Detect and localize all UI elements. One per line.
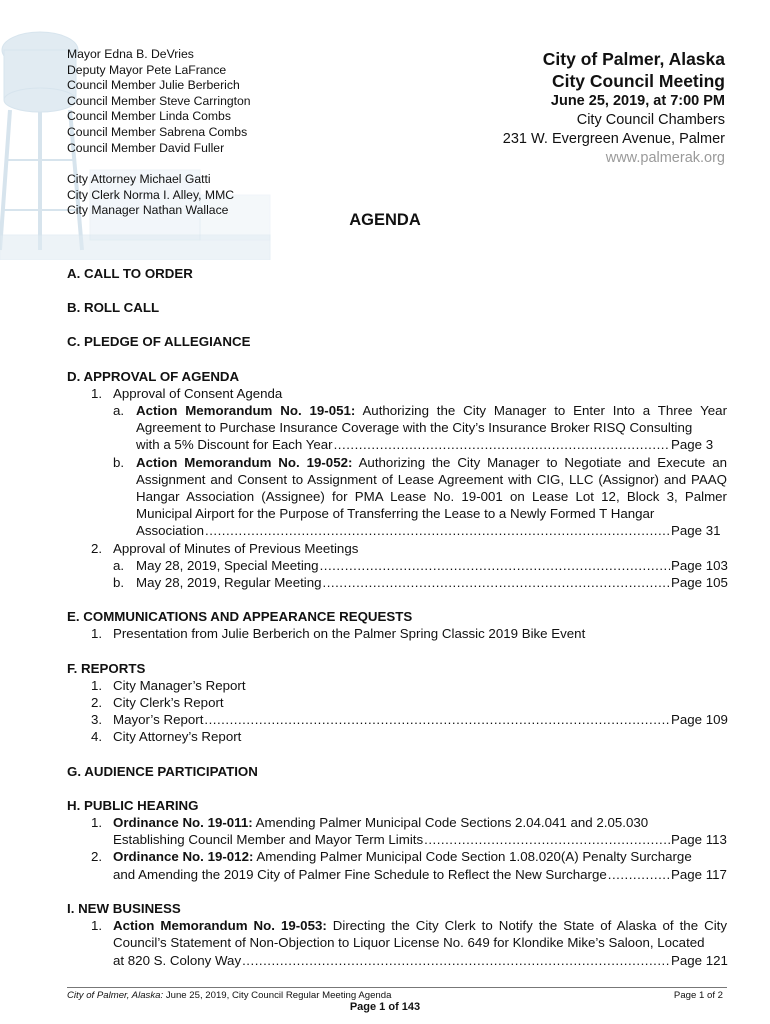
member-linda-combs: Council Member Linda Combs bbox=[67, 109, 231, 124]
website-link[interactable]: www.palmerak.org bbox=[605, 150, 725, 166]
section-pledge: C. PLEDGE OF ALLEGIANCE bbox=[67, 334, 251, 350]
member-carrington: Council Member Steve Carrington bbox=[67, 93, 251, 108]
meeting-location: City Council Chambers bbox=[576, 112, 725, 128]
list-item: 4. City Attorney’s Report bbox=[91, 729, 242, 745]
page-ref: Page 3 bbox=[671, 437, 714, 453]
list-item: b. Action Memorandum No. 19-052: Authorizing the City Manager to Negotiate and Execute an Assignment and Consent to Assignment of Lease Agreement with CIG, LLC (Assignor) and PAAQ Hangar Association (Assignee) for PMA Lease No. 19-001 on Lease Lot 12, Block 3, Palmer Municipal Airport for the Purpose of Transferring the Lease to a Newly Formed T Hangar Association ..... Page 31 bbox=[67, 454, 727, 540]
council-member-list bbox=[67, 47, 251, 219]
meeting-header bbox=[503, 48, 725, 168]
agenda-body bbox=[67, 265, 727, 969]
meeting-name: City Council Meeting bbox=[551, 71, 725, 91]
section-reports: F. REPORTS bbox=[67, 660, 146, 676]
section-approval-of-agenda: D. APPROVAL OF AGENDA bbox=[67, 368, 240, 384]
list-item: 2. Ordinance No. 19-012: Amending Palmer Municipal Code Section 1.08.020(A) Penalty Surcharge and Amending the 2019 City of Palmer Fine Schedule to Reflect the New Surcharge ..... Page 117 bbox=[67, 848, 727, 882]
list-item: a. Action Memorandum No. 19-051: Authorizing the City Manager to Enter Into a Three Year Agreement to Purchase Insurance Coverage with the City’s Insurance Broker RISQ Consulting with a 5% Discount for Each Year ..... Page 3 bbox=[67, 402, 727, 454]
staff-clerk: City Clerk Norma I. Alley, MMC bbox=[67, 187, 235, 202]
member-berberich: Council Member Julie Berberich bbox=[67, 78, 240, 93]
section-roll-call: B. ROLL CALL bbox=[67, 300, 160, 316]
city-name: City of Palmer, Alaska bbox=[542, 49, 725, 69]
footer-agenda-page: Page 1 of 2 bbox=[673, 990, 723, 1001]
member-mayor: Mayor Edna B. DeVries bbox=[67, 47, 194, 61]
section-public-hearing: H. PUBLIC HEARING bbox=[67, 797, 199, 813]
footer-meeting-label: City of Palmer, Alaska: June 25, 2019, City Council Regular Meeting Agenda bbox=[67, 990, 392, 1001]
page-ref: Page 31 bbox=[671, 523, 721, 539]
list-item: 3. Mayor’s Report ..... Page 109 bbox=[67, 711, 727, 728]
staff-manager: City Manager Nathan Wallace bbox=[67, 203, 229, 218]
meeting-address: 231 W. Evergreen Avenue, Palmer bbox=[502, 131, 725, 147]
meeting-date: June 25, 2019, at 7:00 PM bbox=[550, 93, 725, 109]
list-item: 2. City Clerk’s Report bbox=[91, 695, 224, 711]
staff-attorney: City Attorney Michael Gatti bbox=[67, 172, 211, 187]
page-ref: Page 117 bbox=[671, 866, 727, 882]
list-item: b. May 28, 2019, Regular Meeting ..... Page 105 bbox=[67, 574, 727, 591]
member-sabrena-combs: Council Member Sabrena Combs bbox=[67, 124, 248, 139]
member-deputy-mayor: Deputy Mayor Pete LaFrance bbox=[67, 62, 227, 77]
list-item: 2. Approval of Minutes of Previous Meetings bbox=[91, 540, 359, 556]
list-item: 1. Action Memorandum No. 19-053: Directing the City Clerk to Notify the State of Alaska of the City Council’s Statement of Non-Objection to Liquor License No. 649 for Klondike Mike’s Saloon, Located at 820 S. Colony Way ..... Page 121 bbox=[67, 917, 727, 969]
list-item: 1. Presentation from Julie Berberich on the Palmer Spring Classic 2019 Bike Event bbox=[91, 626, 586, 642]
packet-page-number: Page 1 of 143 bbox=[349, 1001, 421, 1013]
page-ref: Page 103 bbox=[671, 557, 728, 573]
footer-divider bbox=[67, 987, 727, 988]
list-item: 1. Ordinance No. 19-011: Amending Palmer Municipal Code Sections 2.04.041 and 2.05.030 Establishing Council Member and Mayor Term Limits ..... Page 113 bbox=[67, 814, 727, 848]
agenda-title: AGENDA bbox=[349, 211, 421, 229]
list-item: 1. Approval of Consent Agenda bbox=[91, 385, 283, 401]
section-audience-participation: G. AUDIENCE PARTICIPATION bbox=[67, 763, 258, 779]
page-ref: Page 121 bbox=[671, 952, 728, 968]
page-ref: Page 105 bbox=[671, 575, 728, 591]
list-item: 1. City Manager’s Report bbox=[91, 677, 246, 693]
section-communications: E. COMMUNICATIONS AND APPEARANCE REQUESTS bbox=[67, 609, 413, 625]
member-fuller: Council Member David Fuller bbox=[67, 140, 225, 155]
page-ref: Page 109 bbox=[671, 712, 728, 728]
section-call-to-order: A. CALL TO ORDER bbox=[67, 266, 193, 281]
list-item: a. May 28, 2019, Special Meeting ..... Page 103 bbox=[67, 557, 727, 574]
section-new-business: I. NEW BUSINESS bbox=[67, 900, 181, 916]
page-ref: Page 113 bbox=[671, 832, 727, 848]
